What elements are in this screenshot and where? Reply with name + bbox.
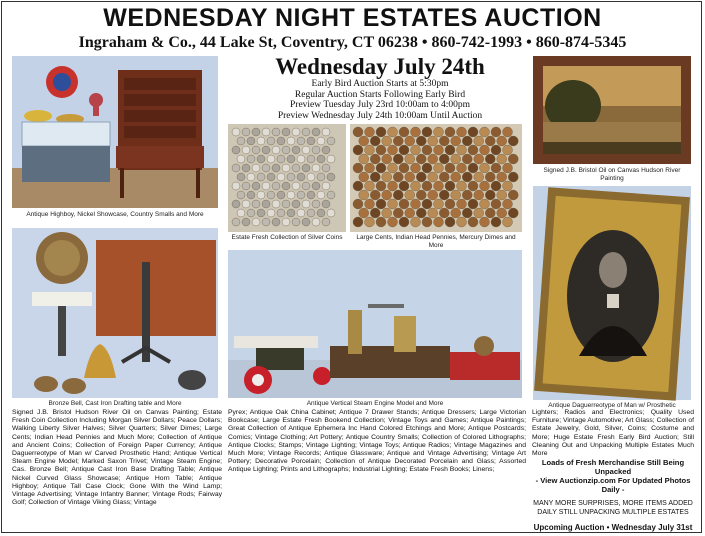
coin xyxy=(434,127,444,137)
coin xyxy=(232,182,240,190)
caption-daguerreotype: Antique Daguerreotype of Man w/ Prosthetic xyxy=(548,402,676,409)
coin xyxy=(405,154,415,164)
coin xyxy=(434,181,444,191)
coin xyxy=(282,164,290,172)
coin xyxy=(388,163,398,173)
coin xyxy=(445,199,455,209)
coin xyxy=(257,155,265,163)
coin xyxy=(247,137,255,145)
coin xyxy=(302,182,310,190)
coin xyxy=(445,163,455,173)
coin xyxy=(503,199,513,209)
coin xyxy=(247,173,255,181)
coin xyxy=(252,128,260,136)
coin xyxy=(405,190,415,200)
coin xyxy=(388,199,398,209)
coin xyxy=(327,209,335,217)
coin xyxy=(422,181,432,191)
coin xyxy=(376,217,386,227)
schedule xyxy=(230,79,530,121)
coin xyxy=(262,218,270,226)
coin xyxy=(411,181,421,191)
coin xyxy=(399,199,409,209)
coin xyxy=(388,127,398,137)
caption-silver-coins: Estate Fresh Collection of Silver Coins xyxy=(231,234,343,241)
coin xyxy=(322,182,330,190)
coin xyxy=(312,128,320,136)
coin xyxy=(393,136,403,146)
coin xyxy=(370,154,380,164)
photo-painting xyxy=(533,56,691,164)
coin xyxy=(322,146,330,154)
coin xyxy=(376,145,386,155)
coin xyxy=(405,208,415,218)
coin xyxy=(247,209,255,217)
coin xyxy=(307,155,315,163)
promo-line: DAILY STILL UNPACKING MULTIPLE ESTATES xyxy=(537,509,689,516)
coin xyxy=(262,182,270,190)
coin xyxy=(232,146,240,154)
coin xyxy=(474,190,484,200)
coin xyxy=(370,136,380,146)
coin xyxy=(428,136,438,146)
coin xyxy=(485,136,495,146)
coin xyxy=(457,181,467,191)
coin xyxy=(485,208,495,218)
coin xyxy=(485,172,495,182)
coin xyxy=(257,209,265,217)
coin xyxy=(445,145,455,155)
coin xyxy=(359,154,369,164)
coin xyxy=(485,154,495,164)
coin xyxy=(232,200,240,208)
coin xyxy=(405,172,415,182)
coin xyxy=(242,146,250,154)
coin xyxy=(445,127,455,137)
coin xyxy=(462,208,472,218)
coin xyxy=(353,163,363,173)
coin xyxy=(252,146,260,154)
photo-bronze-bell xyxy=(12,228,218,398)
coin xyxy=(388,145,398,155)
coin xyxy=(468,145,478,155)
coin xyxy=(322,200,330,208)
coin xyxy=(468,163,478,173)
coin xyxy=(376,181,386,191)
coin xyxy=(237,209,245,217)
coin xyxy=(247,155,255,163)
coin xyxy=(272,182,280,190)
coin xyxy=(411,163,421,173)
coin xyxy=(439,172,449,182)
coin xyxy=(411,217,421,227)
coin xyxy=(287,137,295,145)
coin xyxy=(272,200,280,208)
coin xyxy=(317,155,325,163)
coin xyxy=(468,199,478,209)
photo-large-cents xyxy=(350,124,522,232)
coin xyxy=(365,127,375,137)
coin xyxy=(491,199,501,209)
coin xyxy=(307,209,315,217)
coin xyxy=(302,164,310,172)
coin xyxy=(365,199,375,209)
coin xyxy=(411,145,421,155)
coin xyxy=(399,217,409,227)
coin xyxy=(416,136,426,146)
coin xyxy=(353,145,363,155)
coin xyxy=(257,137,265,145)
coin xyxy=(376,163,386,173)
coin xyxy=(359,172,369,182)
coin xyxy=(302,218,310,226)
coin xyxy=(353,199,363,209)
caption-highboy: Antique Highboy, Nickel Showcase, Country Smalls and More xyxy=(26,211,204,218)
coin xyxy=(480,145,490,155)
item-list-right: Lighters; Radios and Electronics; Quality Used Furniture; Vintage Automotive; Art Glass; Collection of Estate Jewelry, Gold, Silver, Coins; Costume and More; Huge Estate Fresh Early Bird Auction; Still Cleaning Out and Unpacking Multiple Estates Much More xyxy=(532,409,694,458)
coin xyxy=(277,209,285,217)
coin xyxy=(287,191,295,199)
coin xyxy=(399,127,409,137)
coin xyxy=(370,190,380,200)
coin xyxy=(277,191,285,199)
coin xyxy=(287,209,295,217)
coin xyxy=(365,163,375,173)
coin xyxy=(508,190,518,200)
coin xyxy=(468,127,478,137)
coin xyxy=(434,199,444,209)
coin xyxy=(480,181,490,191)
coin xyxy=(451,190,461,200)
coin xyxy=(497,172,507,182)
coin xyxy=(416,190,426,200)
coin xyxy=(382,136,392,146)
coin xyxy=(359,136,369,146)
coin xyxy=(439,190,449,200)
coin xyxy=(327,173,335,181)
coin xyxy=(480,217,490,227)
coin xyxy=(277,155,285,163)
coin xyxy=(307,137,315,145)
coin xyxy=(237,155,245,163)
coin xyxy=(491,181,501,191)
coin xyxy=(327,155,335,163)
coin xyxy=(508,208,518,218)
coin xyxy=(272,218,280,226)
coin xyxy=(416,172,426,182)
coin xyxy=(232,128,240,136)
coin xyxy=(480,163,490,173)
coin xyxy=(399,181,409,191)
coin xyxy=(365,145,375,155)
coin xyxy=(382,154,392,164)
coin xyxy=(462,154,472,164)
coin xyxy=(252,218,260,226)
coin xyxy=(485,190,495,200)
coin xyxy=(242,200,250,208)
coin xyxy=(282,218,290,226)
auction-date: Wednesday July 24th xyxy=(275,54,485,79)
coin xyxy=(307,191,315,199)
coin xyxy=(439,154,449,164)
coin xyxy=(451,172,461,182)
coin xyxy=(297,191,305,199)
coin xyxy=(370,208,380,218)
coin xyxy=(322,218,330,226)
coin xyxy=(388,217,398,227)
caption-large-cents: Large Cents, Indian Head Pennies, Mercury Dimes and More xyxy=(356,234,516,249)
coin xyxy=(312,218,320,226)
coin xyxy=(416,208,426,218)
coin xyxy=(272,146,280,154)
coin xyxy=(312,146,320,154)
coin xyxy=(242,218,250,226)
coin xyxy=(242,164,250,172)
coin xyxy=(491,163,501,173)
coin xyxy=(474,172,484,182)
coin xyxy=(428,208,438,218)
coin xyxy=(282,182,290,190)
coin xyxy=(237,191,245,199)
coin xyxy=(232,164,240,172)
coin xyxy=(370,172,380,182)
coin xyxy=(312,182,320,190)
coin xyxy=(297,155,305,163)
promo-block xyxy=(532,458,694,533)
coin xyxy=(497,208,507,218)
coin xyxy=(508,136,518,146)
coin xyxy=(497,136,507,146)
coin xyxy=(322,128,330,136)
coin xyxy=(282,146,290,154)
coin xyxy=(267,155,275,163)
coin xyxy=(317,173,325,181)
coin xyxy=(292,164,300,172)
coin xyxy=(365,181,375,191)
coin xyxy=(468,181,478,191)
coin xyxy=(451,154,461,164)
coin xyxy=(439,136,449,146)
coin xyxy=(503,163,513,173)
coin xyxy=(491,217,501,227)
photo-steam-engine xyxy=(228,250,522,398)
coin xyxy=(503,181,513,191)
coin xyxy=(457,163,467,173)
coin xyxy=(457,145,467,155)
coin xyxy=(287,155,295,163)
coin xyxy=(508,154,518,164)
coin xyxy=(434,145,444,155)
coin xyxy=(262,146,270,154)
coin xyxy=(317,191,325,199)
coin xyxy=(428,154,438,164)
coin xyxy=(422,145,432,155)
coin xyxy=(422,199,432,209)
coin xyxy=(287,173,295,181)
coin xyxy=(416,154,426,164)
coin xyxy=(508,172,518,182)
coin xyxy=(282,200,290,208)
schedule-line: Early Bird Auction Starts at 5:30pm xyxy=(311,79,449,89)
coin xyxy=(307,173,315,181)
photo-silver-coins xyxy=(228,124,346,232)
coin xyxy=(312,200,320,208)
coin xyxy=(462,136,472,146)
coin xyxy=(388,181,398,191)
coin xyxy=(503,145,513,155)
coin xyxy=(382,190,392,200)
coin xyxy=(252,182,260,190)
coin xyxy=(503,217,513,227)
coin xyxy=(393,172,403,182)
coin xyxy=(480,127,490,137)
coin xyxy=(445,181,455,191)
coin xyxy=(359,208,369,218)
contact-line: Ingraham & Co., 44 Lake St, Coventry, CT 06238 • 860-742-1993 • 860-874-5345 xyxy=(78,34,627,51)
schedule-line: Regular Auction Starts Following Early Bird xyxy=(294,89,466,100)
coin xyxy=(317,137,325,145)
coin xyxy=(439,208,449,218)
caption-bronze: Bronze Bell, Cast Iron Drafting table and More xyxy=(48,400,182,407)
coin xyxy=(422,217,432,227)
coin xyxy=(445,217,455,227)
coin xyxy=(393,208,403,218)
caption-painting: Signed J.B. Bristol Oil on Canvas Hudson River Painting xyxy=(543,167,681,182)
coin xyxy=(282,128,290,136)
coin xyxy=(322,164,330,172)
coin xyxy=(457,199,467,209)
coin xyxy=(497,154,507,164)
coin xyxy=(312,164,320,172)
schedule-line: Preview Tuesday July 23rd 10:00am to 4:00pm xyxy=(290,100,470,110)
promo-line: MANY MORE SURPRISES, MORE ITEMS ADDED xyxy=(533,500,693,507)
coin xyxy=(302,128,310,136)
coin xyxy=(451,136,461,146)
coin xyxy=(292,218,300,226)
coin xyxy=(267,173,275,181)
coin xyxy=(292,182,300,190)
coin xyxy=(399,145,409,155)
coin xyxy=(497,190,507,200)
coin xyxy=(292,200,300,208)
coin xyxy=(257,173,265,181)
coin xyxy=(376,127,386,137)
promo-line: Loads of Fresh Merchandise Still Being Unpacked xyxy=(541,458,685,476)
coin xyxy=(297,173,305,181)
item-list-left: Signed J.B. Bristol Hudson River Oil on Canvas Painting; Estate Fresh Coin Collection Including Morgan Silver Dollars; Peace Dollars; Walking Liberty Silver Halves; Silver Quarters; Silver Dimes; Large Cents; Indian Head Pennies and Much More; Collection of Antique and Ancient Coins; Collection of Foreign Paper Currency; Antique Daguerreotype of Man w/ Carved Prosthetic Hand; Antique Vertical Steam Engine Model; Marked Saxon Trivet; Vintage Steam Engine; Cas. Bronze Bell; Antique Cast Iron Base Drafting Table; Antique Nickel Curved Glass Showcase; Antique Horn Table; Antique Highboy; Antique Tall Case Clock; Gone With the Wind Lamp; Vintage Advertising; Vintage Infantry Banner; Vintage Rods; Fairway Golf; Collection of Vintage Viking Glass; Vintage xyxy=(12,409,222,507)
coin xyxy=(503,127,513,137)
coin xyxy=(491,127,501,137)
photo-daguerreotype xyxy=(533,186,691,400)
coin xyxy=(451,208,461,218)
coin xyxy=(491,145,501,155)
coin xyxy=(411,199,421,209)
coin xyxy=(468,217,478,227)
coin xyxy=(277,137,285,145)
coin xyxy=(399,163,409,173)
schedule-line: Preview Wednesday July 24th 10:00am Until Auction xyxy=(277,110,483,121)
coin xyxy=(277,173,285,181)
coin xyxy=(428,190,438,200)
coin xyxy=(237,137,245,145)
coin xyxy=(393,190,403,200)
caption-steam: Antique Vertical Steam Engine Model and More xyxy=(306,400,444,407)
coin xyxy=(376,199,386,209)
coin xyxy=(267,191,275,199)
upcoming-auction: Upcoming Auction • Wednesday July 31st xyxy=(533,523,693,532)
coin xyxy=(428,172,438,182)
coin xyxy=(262,128,270,136)
coin xyxy=(353,181,363,191)
coin xyxy=(411,127,421,137)
coin xyxy=(292,146,300,154)
coin xyxy=(297,137,305,145)
coin xyxy=(252,200,260,208)
promo-line: - View Auctionzip.com For Updated Photos Daily - xyxy=(535,476,691,494)
coin xyxy=(257,191,265,199)
coin xyxy=(462,190,472,200)
coin xyxy=(382,172,392,182)
coin xyxy=(242,128,250,136)
coin xyxy=(474,154,484,164)
coin xyxy=(302,146,310,154)
coin xyxy=(457,217,467,227)
coin xyxy=(242,182,250,190)
coin xyxy=(272,128,280,136)
coin xyxy=(302,200,310,208)
coin xyxy=(405,136,415,146)
coin xyxy=(262,200,270,208)
coin xyxy=(247,191,255,199)
coin xyxy=(272,164,280,172)
page-title: WEDNESDAY NIGHT ESTATES AUCTION xyxy=(103,4,602,32)
coin xyxy=(480,199,490,209)
coin xyxy=(474,208,484,218)
coin xyxy=(267,137,275,145)
coin xyxy=(359,190,369,200)
coin xyxy=(262,164,270,172)
coin xyxy=(232,218,240,226)
coin xyxy=(393,154,403,164)
coin xyxy=(297,209,305,217)
photo-highboy xyxy=(12,56,218,208)
coin xyxy=(474,136,484,146)
item-list-middle: Pyrex; Antique Oak China Cabinet; Antique 7 Drawer Stands; Antique Dressers; Large Victorian Bookcase; Large Estate Fresh Bookend Collection; Vintage Toys and Games; Antique Paintings; Great Collection of Antique Ephemera Inc Hand Colored Etchings and More; Antique Postcards; Comics; Vintage Clothing; Art Pottery; Antique Country Smalls; Collection of Colored Lithographs; Antique Clocks; Stamps; Vintage Lighting; Vintage Toys; Antique Radios; Vintage Magazines and Much More; Vintage Records; Antique Glassware; Antique and Vintage Advertising; Vintage Art Pottery; Decorative Porcelain; Collection of Antique Decorated Porcelain and Glass; Assorted Antique Lighting; Prints and Lithographs; Industrial Lighting; Estate Fresh Books; Linens; xyxy=(228,409,526,474)
coin xyxy=(422,163,432,173)
coin xyxy=(267,209,275,217)
coin xyxy=(434,217,444,227)
coin xyxy=(252,164,260,172)
coin xyxy=(237,173,245,181)
coin xyxy=(353,127,363,137)
coin xyxy=(353,217,363,227)
coin xyxy=(365,217,375,227)
coin xyxy=(422,127,432,137)
coin xyxy=(292,128,300,136)
coin xyxy=(327,137,335,145)
coin xyxy=(327,191,335,199)
coin xyxy=(382,208,392,218)
coin xyxy=(457,127,467,137)
coin xyxy=(317,209,325,217)
coin xyxy=(434,163,444,173)
coin xyxy=(462,172,472,182)
